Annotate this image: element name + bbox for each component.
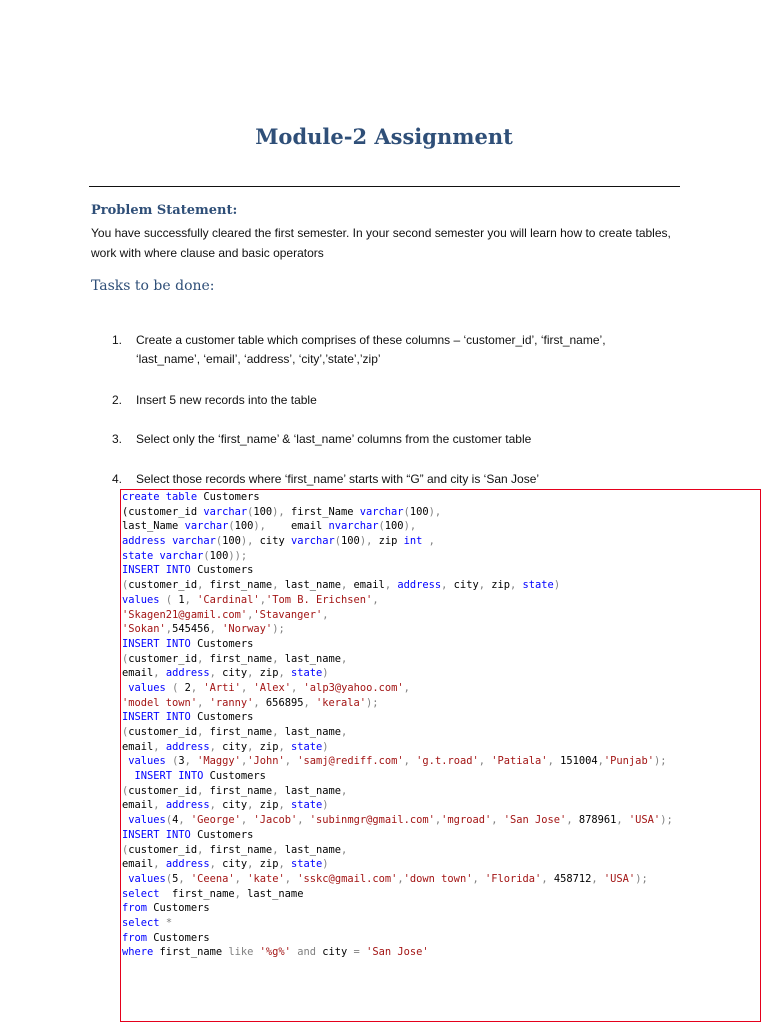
code-line: values(4, 'George', 'Jacob', 'subinmgr@gmail.com','mgroad', 'San Jose', 878961, 'USA'); <box>128 814 673 827</box>
code-line: email, address, city, zip, state) <box>122 799 329 812</box>
task-text: Select those records where ‘first_name’ starts with “G” and city is ‘San Jose’ <box>136 472 540 486</box>
code-line: email, address, city, zip, state) <box>122 740 329 753</box>
horizontal-rule <box>89 186 680 187</box>
code-line: (customer_id, first_name, last_name, <box>122 652 348 665</box>
code-line: INSERT INTO Customers <box>122 564 254 577</box>
code-line: (customer_id varchar(100), first_Name varchar(100), <box>122 505 442 518</box>
code-line: INSERT INTO Customers <box>122 828 254 841</box>
code-line: last_Name varchar(100), email nvarchar(100), <box>122 520 417 533</box>
task-number: 2. <box>112 393 123 407</box>
problem-statement-heading: Problem Statement: <box>91 203 238 218</box>
task-item-1 <box>112 331 672 369</box>
code-line: values ( 1, 'Cardinal','Tom B. Erichsen', <box>122 593 379 606</box>
task-number: 4. <box>112 472 123 486</box>
code-line: (customer_id, first_name, last_name, email, address, city, zip, state) <box>122 579 561 592</box>
tasks-heading: Tasks to be done: <box>91 278 215 294</box>
code-line: create table Customers <box>122 491 260 503</box>
code-line: INSERT INTO Customers <box>134 770 266 783</box>
task-text: Insert 5 new records into the table <box>136 393 317 407</box>
task-item-2 <box>112 391 672 410</box>
code-line: INSERT INTO Customers <box>122 637 254 650</box>
sql-code-block <box>122 490 758 960</box>
code-line: values (3, 'Maggy','John', 'samj@rediff.com', 'g.t.road', 'Patiala', 151004,'Punjab'); <box>128 755 667 768</box>
code-line: from Customers <box>122 931 210 944</box>
code-line: values ( 2, 'Arti', 'Alex', 'alp3@yahoo.com', <box>128 681 410 694</box>
code-line: 'model town', 'ranny', 656895, 'kerala'); <box>122 696 379 709</box>
code-line: INSERT INTO Customers <box>122 711 254 724</box>
task-item-4 <box>112 470 672 489</box>
code-line: address varchar(100), city varchar(100), zip int , <box>122 535 435 548</box>
code-line: 'Skagen21@gamil.com','Stavanger', <box>122 608 329 621</box>
code-line: select first_name, last_name <box>122 887 304 900</box>
task-text: Create a customer table which comprises of these columns – ‘customer_id’, ‘first_name’, ‘last_name’, ‘email’, ‘address’, ‘city’,’state’,’zip’ <box>136 333 606 366</box>
task-item-3 <box>112 430 672 449</box>
code-line: (customer_id, first_name, last_name, <box>122 784 348 797</box>
code-line: select * <box>122 916 173 929</box>
task-number: 1. <box>112 333 123 347</box>
task-text: Select only the ‘first_name’ & ‘last_name’ columns from the customer table <box>136 432 532 446</box>
document-title: Module-2 Assignment <box>255 124 513 149</box>
code-line: email, address, city, zip, state) <box>122 667 329 680</box>
problem-statement-text: You have successfully cleared the first semester. In your second semester you will learn how to create tables, work with where clause and basic operators <box>91 226 671 260</box>
code-line: email, address, city, zip, state) <box>122 858 329 871</box>
code-line: state varchar(100)); <box>122 549 248 562</box>
code-line: values(5, 'Ceena', 'kate', 'sskc@gmail.com','down town', 'Florida', 458712, 'USA'); <box>128 872 648 885</box>
code-line: 'Sokan',545456, 'Norway'); <box>122 623 285 636</box>
task-number: 3. <box>112 432 123 446</box>
code-line: (customer_id, first_name, last_name, <box>122 843 348 856</box>
code-line: where first_name like '%g%' and city = 'San Jose' <box>122 946 429 959</box>
code-line: (customer_id, first_name, last_name, <box>122 726 348 738</box>
code-line: from Customers <box>122 902 210 915</box>
